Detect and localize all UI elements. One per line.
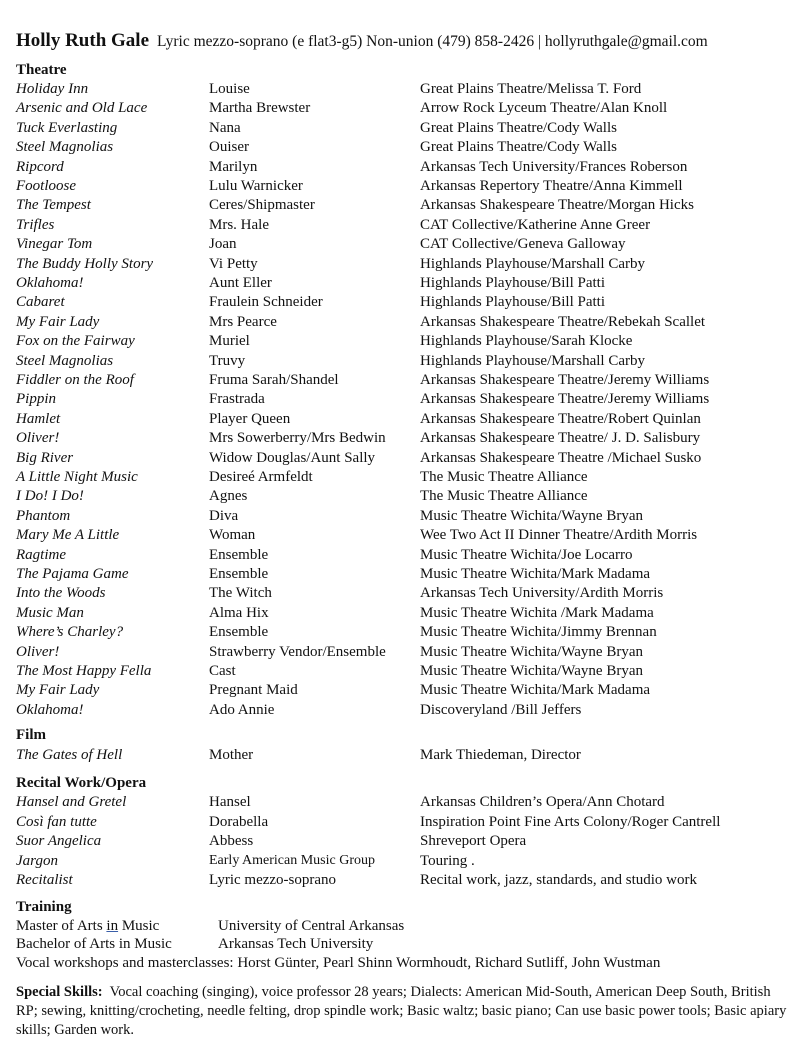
special-skills-label: Special Skills: <box>16 984 103 1000</box>
role-name: Pregnant Maid <box>209 682 298 699</box>
theatre-credit-row <box>16 488 806 507</box>
production-title: Così fan tutte <box>16 813 97 830</box>
production-title: Pippin <box>16 391 56 408</box>
production-title: The Most Happy Fella <box>16 663 152 679</box>
company-director: Arkansas Shakespeare Theatre/Rebekah Scallet <box>420 313 706 330</box>
production-title: My Fair Lady <box>16 682 100 699</box>
company-director: Discoveryland /Bill Jeffers <box>420 701 582 718</box>
special-skills <box>16 983 791 1040</box>
theatre-credit-row <box>16 605 806 624</box>
production-title: Fox on the Fairway <box>16 333 135 350</box>
role-name: Aunt Eller <box>209 275 272 291</box>
degree-school: Arkansas Tech University <box>218 936 374 952</box>
role-name: Lyric mezzo-soprano <box>209 872 337 888</box>
company-director: The Music Theatre Alliance <box>420 469 588 485</box>
production-title: Jargon <box>16 852 58 869</box>
company-director: Wee Two Act II Dinner Theatre/Ardith Morris <box>420 527 698 544</box>
company-director: Highlands Playhouse/Sarah Klocke <box>420 333 633 350</box>
theatre-credit-row <box>16 100 806 119</box>
production-title: Holiday Inn <box>16 81 89 97</box>
theatre-credit-row <box>16 527 806 546</box>
production-title: Oklahoma! <box>16 701 84 718</box>
company-director: Highlands Playhouse/Marshall Carby <box>420 255 645 272</box>
production-title: Oliver! <box>16 430 60 447</box>
theatre-credit-row <box>16 585 806 604</box>
company-director: Music Theatre Wichita /Mark Madama <box>420 604 654 621</box>
theatre-credit-row <box>16 644 806 663</box>
role-name: Ceres/Shipmaster <box>209 197 315 214</box>
production-title: Hamlet <box>16 410 61 427</box>
production-title: Footloose <box>16 178 76 194</box>
production-title: Ripcord <box>16 158 64 175</box>
recital-heading: Recital Work/Opera <box>16 775 147 791</box>
theatre-credit-row <box>16 236 806 255</box>
role-name: Early American Music Group <box>209 852 376 868</box>
company-director: Arkansas Tech University/Ardith Morris <box>420 585 664 602</box>
role-name: Mrs Pearce <box>209 313 277 330</box>
production-title: Arsenic and Old Lace <box>16 100 148 117</box>
recital-credit-row <box>16 814 806 833</box>
theatre-credit-row <box>16 566 806 585</box>
production-title: Trifles <box>16 216 55 233</box>
recital-credit-row <box>16 794 806 813</box>
production-title: Music Man <box>16 604 84 621</box>
theatre-credit-row <box>16 702 806 721</box>
role-name: Lulu Warnicker <box>209 178 303 194</box>
company-director: Arkansas Shakespeare Theatre/Morgan Hicks <box>420 197 694 214</box>
role-name: Nana <box>209 119 241 136</box>
production-title: The Pajama Game <box>16 566 129 582</box>
production-title: Big River <box>16 449 74 466</box>
role-name: Widow Douglas/Aunt Sally <box>209 449 376 466</box>
theatre-credit-row <box>16 197 806 216</box>
company-director: Arkansas Shakespeare Theatre /Michael Susko <box>420 449 702 466</box>
recital-credit-row <box>16 872 806 891</box>
role-name: Player Queen <box>209 410 291 427</box>
training-heading: Training <box>16 899 72 915</box>
role-name: Alma Hix <box>209 604 269 621</box>
recital-credit-row <box>16 833 806 852</box>
company-director: Highlands Playhouse/Marshall Carby <box>420 352 645 369</box>
special-skills-text: Vocal coaching (singing), voice professor 28 years; Dialects: American Mid-South, American Deep South, British RP; sewing, knitting/crocheting, needle felting, drop spindle work; Basic waltz; basic piano; Can use basic power tools; Basic apiary skills; Garden work. <box>16 984 787 1038</box>
theatre-credit-row <box>16 159 806 178</box>
theatre-credit-row <box>16 663 806 682</box>
production-title: Suor Angelica <box>16 833 102 849</box>
production-title: Oliver! <box>16 643 60 660</box>
role-name: Woman <box>209 527 256 544</box>
role-name: Ensemble <box>209 566 269 582</box>
theatre-credit-row <box>16 547 806 566</box>
role-name: Diva <box>209 507 239 524</box>
production-title: My Fair Lady <box>16 313 100 330</box>
company-director: Great Plains Theatre/Melissa T. Ford <box>420 81 642 97</box>
company-director: Mark Thiedeman, Director <box>420 747 581 763</box>
production-title: Cabaret <box>16 294 65 311</box>
resume-page: Holly Ruth Gale Lyric mezzo-soprano (e flat3-g5) Non-union (479) 858-2426 | hollyruthgale@gmail.com Theatre Holiday Inn Louise Great Plains Theatre/Melissa T. Ford Arsenic and Old Lace Martha Brewster Arrow Rock Lyceum Theatre/Alan Knoll Tuck Everlasting Nana Great Plains Theatre/Cody Walls Steel Magnolias Ouiser Great Plains Theatre/Cody Walls Ripcord Marilyn Arkansas Tech University/Frances Roberson Footloose Lulu Warnicker Arkansas Repertory Theatre/Anna Kimmell The Tempest Ceres/Shipmaster Arkansas Shakespeare Theatre/Morgan Hicks Trifles Mrs. Hale CAT Collective/Katherine Anne Greer Vinegar Tom Joan CAT Collective/Geneva Galloway The Buddy Holly Story Vi Petty Highlands Playhouse/Marshall Carby Oklahoma! Aunt Eller Highlands Playhouse/Bill Patti Cabaret Fraulein Schneider Highlands Playhouse/Bill Patti My Fair Lady Mrs Pearce Arkansas Shakespeare Theatre/Rebekah Scallet Fox on the Fairway Muriel Highlands Playhouse/Sarah Klocke Steel Magnolias Truvy Highlands Playhouse/Marshall Carby Fiddler on the Roof Fruma Sarah/Shandel Arkansas Shakespeare Theatre/Jeremy Williams Pippin Frastrada Arkansas Shakespeare Theatre/Jeremy Williams Hamlet Player Queen Arkansas Shakespeare Theatre/Robert Quinlan Oliver! Mrs Sowerberry/Mrs Bedwin Arkansas Shakespeare Theatre/ J. D. Salisbury Big River Widow Douglas/Aunt Sally Arkansas Shakespeare Theatre /Michael Susko A Little Night Music Desireé Armfeldt The Music Theatre Alliance I Do! I Do! Agnes The Music Theatre Alliance Phantom Diva Music Theatre Wichita/Wayne Bryan Mary Me A Little Woman Wee Two Act II Dinner Theatre/Ardith Morris Ragtime Ensemble Music Theatre Wichita/Joe Locarro The Pajama Game Ensemble Music Theatre Wichita/Mark Madama Into the Woods The Witch Arkansas Tech University/Ardith Morris Music Man Alma Hix Music Theatre Wichita /Mark Madama Where’s Charley? Ensemble Music Theatre Wichita/Jimmy Brennan Oliver! Strawberry Vendor/Ensemble Music Theatre Wichita/Wayne Bryan The Most Happy Fella Cast Music Theatre Wichita/Wayne Bryan My Fair Lady Pregnant Maid Music Theatre Wichita/Mark Madama Oklahoma! Ado Annie Discoveryland /Bill Jeffers Film The Gates of Hell Mother Mark Thiedeman, Director Recital Work/Opera Hansel and Gretel Hansel Arkansas Children’s Opera/Ann Chotard Così fan tutte Dorabella Inspiration Point Fine Arts Colony/Roger Cantrell Suor Angelica Abbess Shreveport Opera Jargon Early American Music Group Touring . Recitalist Lyric mezzo-soprano Recital work, jazz, standards, and studio work Training Master of Arts in Music University of Central Arkansas Bachelor of Arts in Music Arkansas Tech University Vocal workshops and masterclasses: Horst Günter, Pearl Shinn Wormhoudt, Richard Sutliff, John Wustman Special Skills: Vocal coaching (singing), voice professor 28 years; Dialects: American Mid-South, American Deep South, British RP; sewing, knitting/crocheting, needle felting, drop spindle work; Basic waltz; basic piano; Can use basic power tools; Basic apiary skills; Garden work. <box>0 0 808 1040</box>
company-director: The Music Theatre Alliance <box>420 488 588 505</box>
company-director: Music Theatre Wichita/Wayne Bryan <box>420 507 643 524</box>
company-director: Shreveport Opera <box>420 833 527 849</box>
role-name: Dorabella <box>209 813 269 830</box>
production-title: Vinegar Tom <box>16 236 93 253</box>
production-title: Steel Magnolias <box>16 352 114 369</box>
role-name: Truvy <box>209 352 246 369</box>
production-title: The Tempest <box>16 197 91 214</box>
theatre-credit-row <box>16 178 806 197</box>
company-director: Music Theatre Wichita/Mark Madama <box>420 566 651 582</box>
company-director: Arrow Rock Lyceum Theatre/Alan Knoll <box>420 100 668 117</box>
company-director: CAT Collective/Geneva Galloway <box>420 236 626 253</box>
role-name: Ensemble <box>209 546 269 563</box>
role-name: Fruma Sarah/Shandel <box>209 372 339 388</box>
production-title: Recitalist <box>16 872 73 888</box>
film-heading: Film <box>16 727 46 743</box>
theatre-credit-row <box>16 469 806 488</box>
production-title: Mary Me A Little <box>16 527 120 544</box>
company-director: Arkansas Shakespeare Theatre/Jeremy Williams <box>420 391 710 408</box>
company-director: Music Theatre Wichita/Mark Madama <box>420 682 651 699</box>
theatre-credit-row <box>16 353 806 372</box>
company-director: Arkansas Shakespeare Theatre/ J. D. Salisbury <box>420 430 701 447</box>
company-director: Highlands Playhouse/Bill Patti <box>420 275 606 291</box>
theatre-credit-row <box>16 314 806 333</box>
company-director: Great Plains Theatre/Cody Walls <box>420 139 617 156</box>
production-title: A Little Night Music <box>16 469 138 485</box>
recital-credit-row <box>16 853 806 872</box>
role-name: The Witch <box>209 585 272 602</box>
role-name: Cast <box>209 663 236 679</box>
role-name: Abbess <box>209 833 254 849</box>
company-director: Inspiration Point Fine Arts Colony/Roger Cantrell <box>420 813 721 830</box>
theatre-credit-row <box>16 139 806 158</box>
role-name: Agnes <box>209 488 248 505</box>
company-director: CAT Collective/Katherine Anne Greer <box>420 216 651 233</box>
performer-name: Holly Ruth Gale <box>16 30 150 51</box>
production-title: Where’s Charley? <box>16 624 124 641</box>
role-name: Mrs Sowerberry/Mrs Bedwin <box>209 430 386 447</box>
company-director: Recital work, jazz, standards, and studio work <box>420 872 698 888</box>
company-director: Arkansas Shakespeare Theatre/Jeremy Williams <box>420 372 710 388</box>
role-name: Mother <box>209 747 254 763</box>
theatre-credit-row <box>16 256 806 275</box>
theatre-credit-row <box>16 430 806 449</box>
theatre-credit-row <box>16 372 806 391</box>
company-director: Music Theatre Wichita/Wayne Bryan <box>420 663 643 679</box>
production-title: Oklahoma! <box>16 275 84 291</box>
theatre-credit-row <box>16 508 806 527</box>
role-name: Joan <box>209 236 237 253</box>
company-director: Highlands Playhouse/Bill Patti <box>420 294 606 311</box>
theatre-credit-row <box>16 120 806 139</box>
production-title: Hansel and Gretel <box>16 794 127 810</box>
production-title: The Buddy Holly Story <box>16 255 154 272</box>
theatre-credit-row <box>16 391 806 410</box>
film-credit-row <box>16 747 806 766</box>
theatre-credit-row <box>16 81 806 100</box>
theatre-credit-row <box>16 411 806 430</box>
production-title: Steel Magnolias <box>16 139 114 156</box>
theatre-credit-row <box>16 275 806 294</box>
role-name: Muriel <box>209 333 250 350</box>
company-director: Arkansas Children’s Opera/Ann Chotard <box>420 794 665 810</box>
degree-name: Bachelor of Arts in Music <box>16 936 172 952</box>
resume-header <box>16 30 708 52</box>
theatre-credit-row <box>16 450 806 469</box>
company-director: Touring . <box>420 852 475 869</box>
company-director: Music Theatre Wichita/Joe Locarro <box>420 546 633 563</box>
role-name: Ensemble <box>209 624 269 641</box>
role-name: Hansel <box>209 794 251 810</box>
theatre-credit-row <box>16 217 806 236</box>
company-director: Arkansas Tech University/Frances Roberson <box>420 158 688 175</box>
role-name: Vi Petty <box>209 255 258 272</box>
degree-name: Master of Arts in Music <box>16 918 160 934</box>
production-title: The Gates of Hell <box>16 747 123 763</box>
company-director: Arkansas Repertory Theatre/Anna Kimmell <box>420 178 683 194</box>
theatre-credit-row <box>16 682 806 701</box>
production-title: I Do! I Do! <box>16 488 84 505</box>
role-name: Louise <box>209 81 250 97</box>
role-name: Ado Annie <box>209 701 275 718</box>
production-title: Tuck Everlasting <box>16 119 118 136</box>
role-name: Martha Brewster <box>209 100 311 117</box>
role-name: Strawberry Vendor/Ensemble <box>209 643 386 660</box>
contact-info: Lyric mezzo-soprano (e flat3-g5) Non-union (479) 858-2426 | hollyruthgale@gmail.com <box>157 33 708 50</box>
company-director: Arkansas Shakespeare Theatre/Robert Quinlan <box>420 410 701 427</box>
production-title: Into the Woods <box>16 585 106 602</box>
company-director: Music Theatre Wichita/Wayne Bryan <box>420 643 643 660</box>
role-name: Frastrada <box>209 391 265 408</box>
theatre-credit-row <box>16 294 806 313</box>
theatre-heading: Theatre <box>16 62 67 78</box>
role-name: Marilyn <box>209 158 258 175</box>
theatre-credit-row <box>16 333 806 352</box>
production-title: Fiddler on the Roof <box>16 372 134 388</box>
role-name: Mrs. Hale <box>209 216 269 233</box>
company-director: Music Theatre Wichita/Jimmy Brennan <box>420 624 657 641</box>
role-name: Desireé Armfeldt <box>209 469 313 485</box>
production-title: Ragtime <box>16 546 66 563</box>
production-title: Phantom <box>16 507 71 524</box>
degree-school: University of Central Arkansas <box>218 918 405 934</box>
theatre-credit-row <box>16 624 806 643</box>
company-director: Great Plains Theatre/Cody Walls <box>420 119 617 136</box>
role-name: Fraulein Schneider <box>209 294 323 311</box>
role-name: Ouiser <box>209 139 249 156</box>
